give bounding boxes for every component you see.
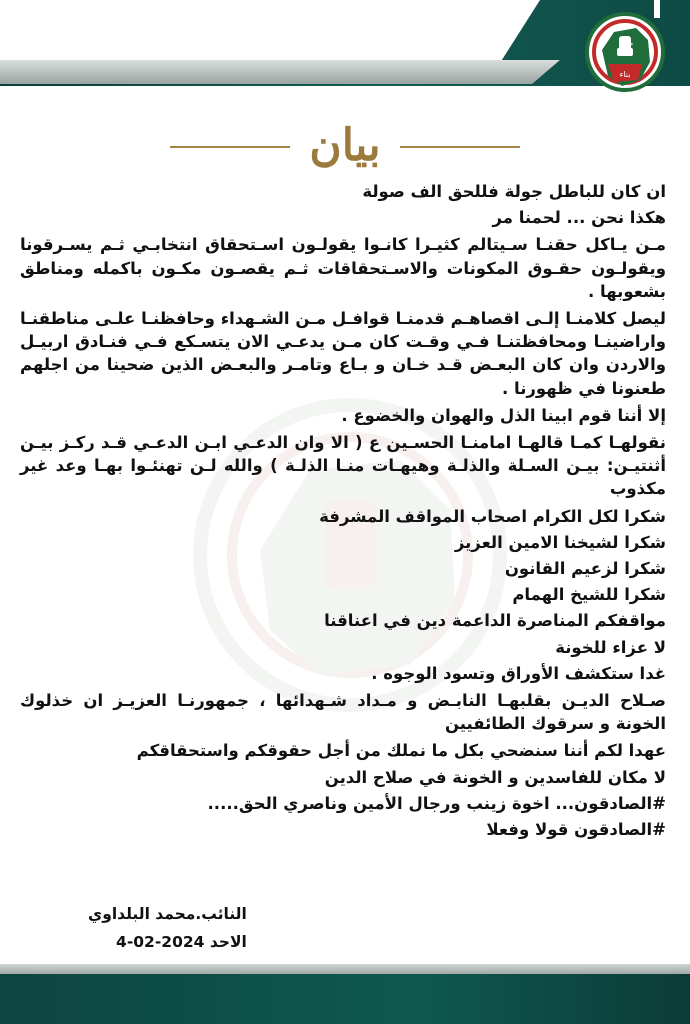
statement-body [20,180,666,845]
opening-line: هكذا نحن ... لحمنا مر [492,208,666,228]
header-light-panel [0,0,540,68]
opening-lines [20,180,666,229]
closing-line: عهدا لكم أننا سنضحي بكل ما نملك من أجل حقوقكم واستحقاقكم [136,741,666,761]
thanks-line: مواقفكم المناصرة الداعمة دين في اعناقنا [324,611,666,631]
signature-name: النائب.محمد البلداوي [88,905,247,923]
thanks-line: شكرا لزعيم القانون [504,559,666,579]
hashtag-line: #الصادقون قولا وفعلا [486,820,666,840]
closing-line: لا مكان للفاسدين و الخونة في صلاح الدين [324,767,666,787]
party-logo-icon [578,10,672,100]
paragraph-refusal: إلا أننا قوم ابينا الذل والهوان والخضوع . [341,405,666,425]
thanks-line: غدا ستكشف الأوراق وتسود الوجوه . [371,663,666,683]
paragraph-quote: نقولهـا كمـا قالهـا امامنـا الحسـين ع ( الا وان الدعـي ابـن الدعـي قـد ركـز بيـن أثنتيـن: بيـن السـلة والذلـة وهيهـات منـا الذلـة ) والله لـن تهنئـوا بهـا وعد غير مكذوب [20,433,666,499]
thanks-line: شكرا لشيخنا الامين العزيز [454,532,666,552]
signature-date: الاحد 2024-02-4 [116,933,247,951]
closing-lines [20,739,666,841]
logo-subtext: بناء [619,70,631,79]
paragraph-rights: مـن يـاكل حقنـا سـيتالم كثيـرا كانـوا يقولـون اسـتحقاق انتخابـي ثـم يسـرقونا ويقولـون حقـوق المكونات والاسـتحقاقات ثـم يقصـون مكـون باكمله ومناطق بشعوبها . [20,235,666,301]
opening-line: ان كان للباطل جولة فللحق الف صولة [362,182,666,201]
page-title: بيان [309,120,381,171]
paragraph-salahaddin: صـلاح الديـن بقلبهـا النابـض و مـداد شـهدائها ، جمهورنـا العزيـز ان خذلوك الخونة و سرقوك الطائفيين [20,691,666,734]
thanks-line: لا عزاء للخونة [555,637,666,657]
thanks-list [20,505,666,685]
thanks-line: شكرا للشيخ الهمام [512,585,666,605]
signature-block [88,900,247,956]
logo-text: جواد [618,39,634,48]
title-area [0,118,690,174]
footer-band [0,974,690,1024]
paragraph-martyrs: ليصل كلامنـا إلـى اقصاهـم قدمنـا قوافـل مـن الشـهداء وحافظنـا علـى مناطقنـا واراضينـا ومحافظتنـا فـي وقـت كان مـن يدعـي الان يتسـكع فـي فنـادق اربيـل والاردن وان كان البعـض قـد خـان و بـاع وتامـر والبعـض الذين ضحينا من اجلهم طعنونا في ظهورنا . [20,309,666,398]
hashtag-line: #الصادقون... اخوة زينب ورجال الأمين وناصري الحق..... [207,793,666,813]
header-silver-stripe [0,60,560,84]
thanks-line: شكرا لكل الكرام اصحاب المواقف المشرفة [319,506,666,526]
